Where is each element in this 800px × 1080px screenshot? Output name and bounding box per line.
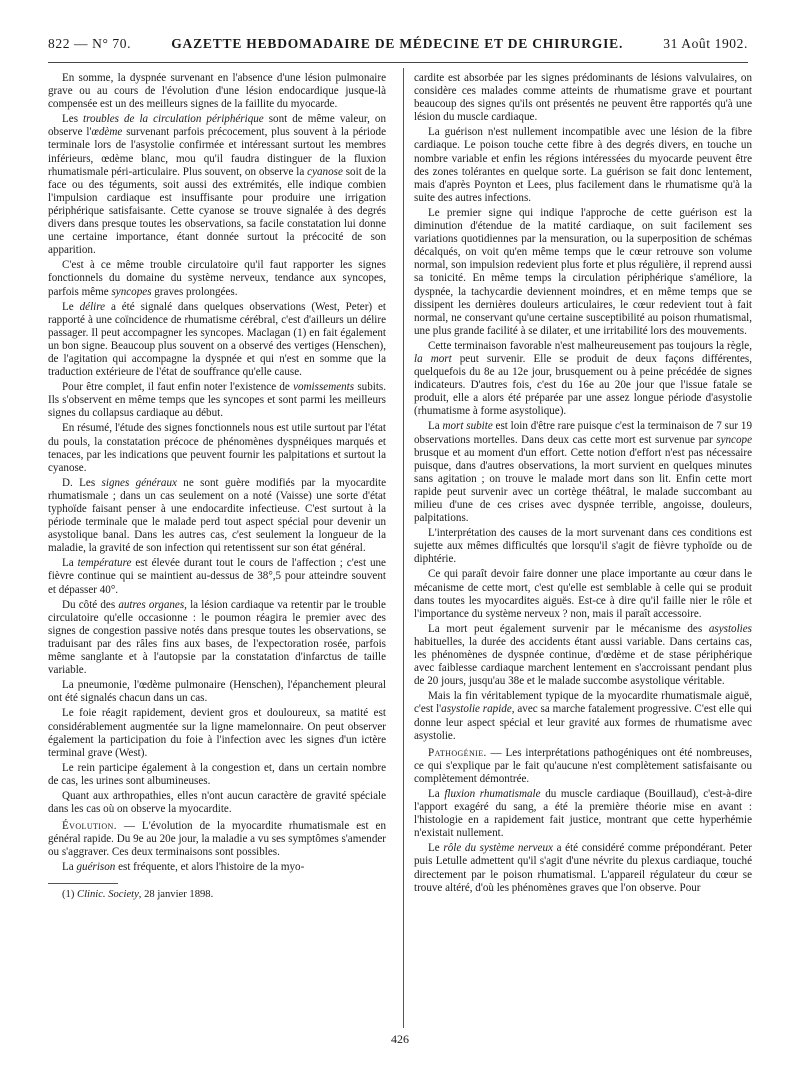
- paragraph: La mort peut également survenir par le mécanisme des asystolies habituelles, la durée des accidents étant aussi variable. Dans certains cas, les phénomènes de dyspnée continue, d'œdème et de stase périphérique avec faiblesse cardiaque marchent lentement en s'accroissant pendant plus de 20 jours, jusqu'au 38e et le malade succombe asystolique véritable.: [414, 622, 752, 688]
- paragraph: La mort subite est loin d'être rare puisque c'est la terminaison de 7 sur 19 observations mortelles. Dans deux cas cette mort est survenue par syncope brusque et au moment d'un effort. Cette notion d'effort n'est pas nécessaire puisque, dans d'autres observations, la mort survient en quelques minutes sans agitation ; on trouve le malade mort dans son lit. Enfin cette mort rapide peut survenir avec un cortège théâtral, le malade succombant au milieu d'une de ces crises avec dyspnée terrible, angoisse, douleurs, palpitations.: [414, 420, 753, 525]
- paragraph: Cette terminaison favorable n'est malheureusement pas toujours la règle, la mort peut survenir. Elle se produit de deux façons différentes, quelquefois du 8e au 12e jour, brusquement ou à peine précédée de signes indicateurs. D'autres fois, c'est du 16e au 20e jour que l'issue fatale se produit, elle a alors été préparée par une assez longue période d'asystolie (rhumatisme à forme asystolique).: [414, 339, 752, 418]
- paragraph: La température est élevée durant tout le cours de l'affection ; c'est une fièvre continue qui se maintient au-dessus de 38°,5 pour atteindre souvent et dépasser 40°.: [48, 557, 386, 596]
- paragraph: Le foie réagit rapidement, devient gros et douloureux, sa matité est considérablement augmentée sur la ligne mamelonnaire. On peut observer également la participation du foie à l'infection avec les signes d'un ictère terminal grave (West).: [48, 707, 386, 759]
- page-number: 426: [391, 1032, 409, 1046]
- left-column: [48, 72, 386, 903]
- paragraph: Le délire a été signalé dans quelques observations (West, Peter) et rapporté à une coïncidence de rhumatisme cérébral, c'est d'ailleurs un délire passager. Il peut accompagner les syncopes. Maclagan (1) en fait également un bon signe. Beaucoup plus souvent on a observé des vertiges (Henschen), de l'agitation qui accompagne la dyspnée et qui n'est en somme que la traduction extérieure de l'état de souffrance qu'elle cause.: [48, 300, 386, 379]
- paragraph: La guérison n'est nullement incompatible avec une lésion de la fibre cardiaque. Le poison touche cette fibre à des degrés divers, en touche un nombre variable et enfin les régions intéressées du myocarde peuvent être des zones tolérantes en quelque sorte. La guérison se fait donc lentement, mais d'après Poynton et Lees, plus facilement dans le rhumatisme qu'à la suite des autres infections.: [414, 126, 752, 204]
- page-reference: 822 — N° 70.: [48, 36, 132, 51]
- journal-title: GAZETTE HEBDOMADAIRE DE MÉDECINE ET DE CHIRURGIE.: [171, 36, 624, 51]
- section-pathogenie: Pathogénie. — Les interprétations pathogéniques ont été nombreuses, ce qui s'explique par le fait qu'aucune n'est complètement satisfaisante ou complètement démontrée.: [414, 746, 752, 785]
- section-evolution: Évolution. — L'évolution de la myocardite rhumatismale est en général rapide. Du 9e au 20e jour, la maladie a vu ses symptômes s'amender ou s'aggraver. Ces deux terminaisons sont possibles.: [48, 820, 386, 859]
- paragraph: Quant aux arthropathies, elles n'ont aucun caractère de gravité spéciale dans les cas où on observe la myocardite.: [48, 789, 386, 816]
- footnote-rule: [48, 883, 118, 884]
- paragraph: Le rein participe également à la congestion et, dans un certain nombre de cas, les urines sont albumineuses.: [48, 761, 386, 787]
- column-divider: [403, 68, 404, 1028]
- section-heading: Pathogénie.: [428, 746, 487, 759]
- paragraph: La fluxion rhumatismale du muscle cardiaque (Bouillaud), c'est-à-dire l'apport exagéré du sang, a été la première théorie mise en avant : l'histologie en a rapidement fait justice, montrant que cette hyperhémie n'existait nullement.: [414, 787, 752, 840]
- paragraph: L'interprétation des causes de la mort survenant dans ces conditions est sujette aux mêmes difficultés que lorsqu'il s'agit de fièvre typhoïde ou de diphtérie.: [414, 527, 752, 566]
- paragraph: La guérison est fréquente, et alors l'histoire de la myo-: [62, 861, 305, 874]
- issue-date: 31 Août 1902.: [663, 36, 748, 51]
- paragraph: La pneumonie, l'œdème pulmonaire (Henschen), l'épanchement pleural ont été signalés chacun dans un cas.: [48, 679, 386, 705]
- paragraph: Le premier signe qui indique l'approche de cette guérison est la diminution d'étendue de la matité cardiaque, on suit facilement ses variations quotidiennes par la mensuration, ou la superposition de schémas décalqués, on voit qu'en même temps que le cœur retrouve son volume normal, son impulsion redevient plus forte et plus régulière, il reprend aussi sa tonicité. En même temps la circulation périphérique s'améliore, la dyspnée, la tachycardie deviennent moindres, et en même temps que se dissipent les dernières douleurs articulaires, le cœur redevient tout à fait normal, ne conservant qu'une certaine susceptibilité au poison rhumatismal, une plus grande facilité à se dilater, et une irritabilité lors des mouvements.: [414, 206, 752, 337]
- paragraph: En somme, la dyspnée survenant en l'absence d'une lésion pulmonaire grave ou au cours de l'évolution d'une lésion endocardique jusque-là compensée est un des meilleurs signes de la faillite du myocarde.: [48, 72, 386, 111]
- paragraph: C'est à ce même trouble circulatoire qu'il faut rapporter les signes fonctionnels du domaine du système nerveux, tendance aux syncopes, parfois même syncopes graves prolongées.: [48, 259, 386, 298]
- paragraph: En résumé, l'étude des signes fonctionnels nous est utile surtout par l'état du pouls, la constatation précoce de phénomènes dyspnéiques marqués et tenaces, par les indications que peuvent fournir les palpitations et surtout la cyanose.: [48, 422, 386, 474]
- paragraph: Pour être complet, il faut enfin noter l'existence de vomissements subits. Ils s'observent en même temps que les syncopes et sont parmi les meilleurs signes du collapsus cardiaque au début.: [48, 381, 386, 420]
- right-column: [414, 72, 752, 897]
- paragraph: D. Les signes généraux ne sont guère modifiés par la myocardite rhumatismale ; dans un cas seulement on a noté (Vaisse) une sorte d'état typhoïde faisant penser à une endocardite infectieuse. C'est surtout à la période terminale que le malade perd tout aspect spécial pour devenir un asystolique banal. Dans les autres cas, c'est seulement la longueur de la maladie, la gravité de son infection qui retentissent sur son état général.: [48, 476, 386, 555]
- paragraph: cardite est absorbée par les signes prédominants de lésions valvulaires, on considère ces malades comme atteints de rhumatisme grave et pourtant beaucoup des signes qu'ils ont présentés ne peuvent être rapportés qu'à une lésion du muscle cardiaque.: [414, 72, 752, 124]
- paragraph: Du côté des autres organes, la lésion cardiaque va retentir par le trouble circulatoire qu'elle occasionne : le poumon réagira le premier avec des signes de congestion passive notés dans presque toutes les observations, se traduisant par des râles fins aux bases, de l'expectoration rosée, parfois même sanglante et à l'autopsie par la constatation d'infarctus de taille variable.: [48, 598, 386, 677]
- paragraph: Les troubles de la circulation périphérique sont de même valeur, on observe l'œdème survenant parfois précocement, plus souvent à la période terminale lors de l'asystolie confirmée et intéressant surtout les membres inférieurs, œdème blanc, mou qu'il faudra distinguer de la fluxion rhumatismale péri-articulaire. Plus souvent, on observe la cyanose soit de la face ou des téguments, soit aussi des extrémités, elle indique combien l'impulsion cardiaque est insuffisante pour produire une irrigation périphérique satisfaisante. Cette cyanose se trouve signalée à des degrés divers dans presque toutes les observations, sa facile constatation lui donne une certaine importance, étant donnée surtout la précocité de son apparition.: [48, 113, 387, 257]
- footnote: (1) Clinic. Society, 28 janvier 1898.: [62, 888, 214, 900]
- paragraph: Ce qui paraît devoir faire donner une place importante au cœur dans le mécanisme de cette mort, c'est qu'elle est semblable à celle qui se produit dans toutes les myocardites aiguës. Est-ce à dire qu'il faille nier le rôle et l'importance du système nerveux ? non, mais il paraît accessoire.: [414, 568, 752, 620]
- running-header: [48, 36, 748, 58]
- paragraph: Le rôle du système nerveux a été considéré comme prépondérant. Peter puis Letulle admettent qu'il s'agit d'une névrite du plexus cardiaque, touché directement par le poison rhumatismal. L'appareil régulateur du cœur se trouve altéré, d'où les phénomènes graves que l'on observe. Pour: [414, 842, 752, 894]
- paragraph: Mais la fin véritablement typique de la myocardite rhumatismale aiguë, c'est l'asystolie rapide, avec sa marche fatalement progressive. C'est elle qui donne leur aspect spécial et leur gravité aux formes de rhumatisme avec asystolie.: [414, 690, 752, 742]
- header-rule: [48, 62, 748, 63]
- section-heading: Évolution.: [62, 820, 117, 833]
